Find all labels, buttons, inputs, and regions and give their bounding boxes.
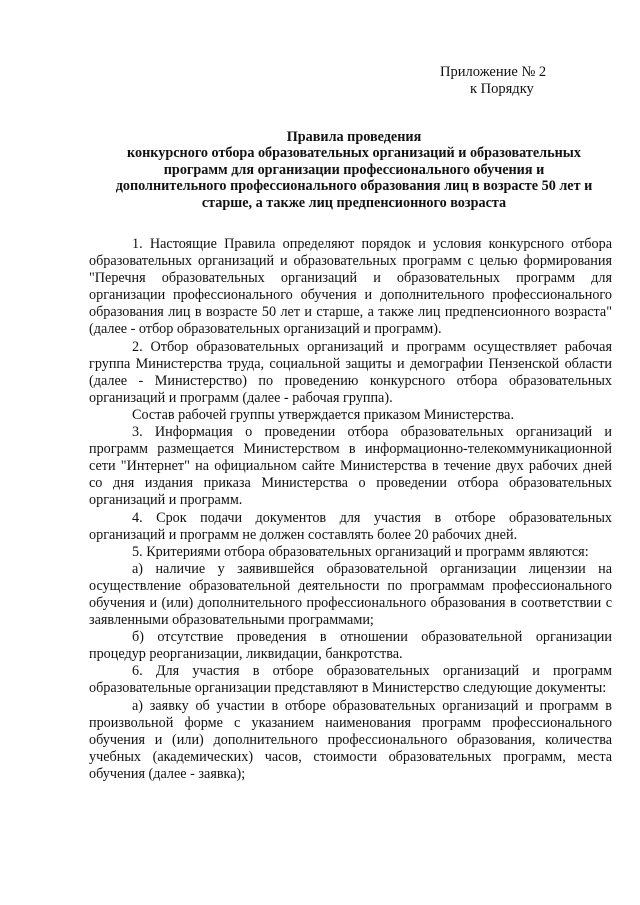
paragraph-5a: а) наличие у заявившейся образовательной организации лицензии на осуществление образовательной деятельности по программам профессионального обучения и (или) дополнительного профессионального образования в соответствии с заявленными образовательными программами;: [89, 560, 612, 629]
appendix-order-reference: к Порядку: [470, 81, 534, 97]
paragraph-4: 4. Срок подачи документов для участия в отборе образовательных организаций и программ не должен составлять более 20 рабочих дней.: [89, 509, 612, 543]
appendix-reference: [440, 64, 600, 98]
title-line-1: Правила проведения: [286, 129, 422, 145]
paragraph-5b: б) отсутствие проведения в отношении образовательной организации процедур реорганизации, ликвидации, банкротства.: [89, 629, 612, 663]
paragraph-6a: а) заявку об участии в отборе образовательных организаций и программ в произвольной форме с указанием наименования программ профессионального обучения и (или) дополнительного профессионального образования, количества учебных (академических) часов, стоимости образовательных программ, места обучения (далее - заявка);: [89, 697, 612, 782]
paragraph-2-working-group: Состав рабочей группы утверждается приказом Министерства.: [132, 406, 515, 423]
paragraph-1: 1. Настоящие Правила определяют порядок и условия конкурсного отбора образовательных организаций и образовательных программ с целью формирования "Перечня образовательных организаций и образовательных программ для организации профессионального обучения и дополнительного профессионального образования лиц в возрасте 50 лет и старше, а также лиц предпенсионного возраста" (далее - отбор образовательных организаций и программ).: [89, 236, 612, 338]
paragraph-5: 5. Критериями отбора образовательных организаций и программ являются:: [132, 543, 589, 560]
document-title: [80, 129, 628, 211]
appendix-number: Приложение № 2: [440, 64, 547, 80]
document-body: [89, 236, 612, 783]
title-line-4: дополнительного профессионального образования лиц в возрасте 50 лет и: [115, 178, 593, 195]
paragraph-6: 6. Для участия в отборе образовательных организаций и программ образовательные организации представляют в Министерство следующие документы:: [89, 663, 612, 697]
title-line-5: старше, а также лиц предпенсионного возраста: [201, 194, 507, 211]
title-line-3: программ для организации профессионального обучения и: [163, 161, 545, 178]
paragraph-3: 3. Информация о проведении отбора образовательных организаций и программ размещается Министерством в информационно-телекоммуникационной сети "Интернет" на официальном сайте Министерства в течение двух рабочих дней со дня издания приказа Министерства о проведении отбора образовательных организаций и программ.: [89, 424, 612, 509]
paragraph-2: 2. Отбор образовательных организаций и программ осуществляет рабочая группа Министерства труда, социальной защиты и демографии Пензенской области (далее - Министерство) по проведению конкурсного отбора образовательных организаций и программ (далее - рабочая группа).: [89, 338, 612, 406]
title-line-2: конкурсного отбора образовательных организаций и образовательных: [127, 145, 581, 162]
